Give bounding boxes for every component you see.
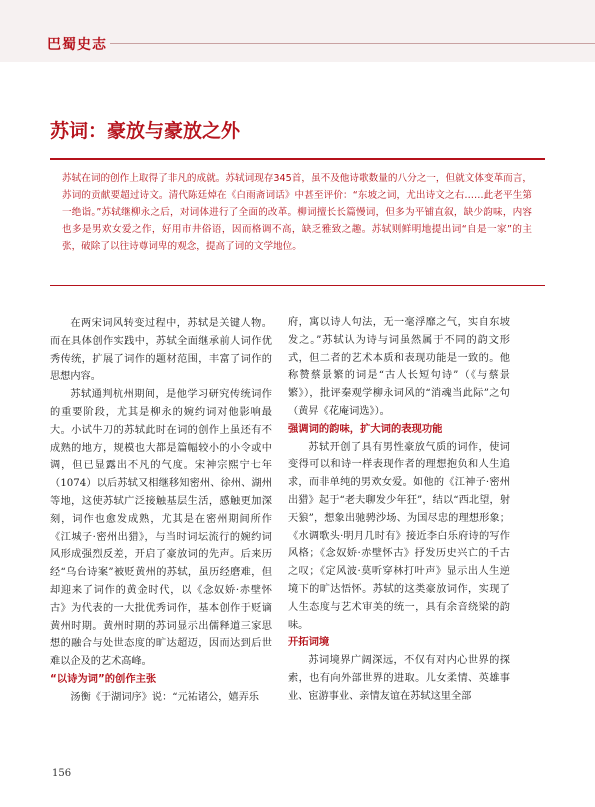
section-heading: 强调词的韵味，扩大词的表现功能 <box>288 422 443 435</box>
header-divider <box>110 43 595 44</box>
abstract-top-rule <box>50 158 545 160</box>
article-title: 苏词：豪放与豪放之外 <box>50 120 241 142</box>
section-heading: 开拓词境 <box>288 636 330 649</box>
left-column <box>50 315 272 707</box>
page-number: 156 <box>52 768 72 779</box>
paragraph: 府，寓以诗人句法，无一毫浮靡之气，实自东坡发之。”苏轼认为诗与词虽然属于不同的韵文形式，但二者的艺术本质和表现功能是一致的。他称赞蔡景繁的词是“古人长短句诗”（《与蔡景繁》），批评秦观学柳永词风的“消魂当此际”之句（黄昇《花庵词选》）。 <box>288 317 510 417</box>
paragraph: 苏轼通判杭州期间，是他学习研究传统词作的重要阶段，尤其是柳永的婉约词对他影响最大。小试牛刀的苏轼此时在词的创作上虽还有不成熟的地方，规模也大都是篇幅较小的小令或中调，但已显露出不凡的气度。宋神宗熙宁七年（1074）以后苏轼又相继移知密州、徐州、湖州等地，这使苏轼广泛接触基层生活，感触更加深刻，词作也愈发成熟，尤其是在密州期间所作《江城子·密州出猎》，与当时词坛流行的婉约词风形成强烈反差，开启了豪放词的先声。后来历经“乌台诗案”被贬黄州的苏轼，虽历经磨难，但却迎来了词作的黄金时代，以《念奴娇·赤壁怀古》为代表的一大批优秀词作，基本创作于贬谪黄州时期。黄州时期的苏词显示出儒释道三家思想的融合与处世态度的旷达超迈，因而达到后世难以企及的艺术高峰。 <box>50 389 272 668</box>
paragraph: 在两宋词风转变过程中，苏轼是关键人物。而在具体创作实践中，苏轼全面继承前人词作优秀传统，扩展了词作的题材范围，丰富了词作的思想内容。 <box>50 318 272 383</box>
brand-logo: 巴蜀史志 <box>47 37 107 53</box>
paragraph: 苏轼开创了具有男性豪放气质的词作，使词变得可以和诗一样表现作者的理想抱负和人生追求，而非单纯的男欢女爱。如他的《江神子·密州出猎》起于“老夫聊发少年狂”，结以“西北望，射天狼”，想象出驰骋沙场、为国尽忠的理想形象；《水调歌头·明月几时有》接近李白乐府诗的写作风格；《念奴娇·赤壁怀古》抒发历史兴亡的千古之叹；《定风波·莫听穿林打叶声》显示出人生逆境下的旷达悟怀。苏轼的这类豪放词作，实现了人生态度与艺术审美的统一，具有余音绕梁的韵味。 <box>288 441 510 631</box>
abstract-bottom-rule <box>50 285 545 286</box>
paragraph: 汤衡《于湖词序》说：“元祐诸公，嬉弄乐 <box>70 691 259 703</box>
right-column <box>288 314 510 706</box>
paragraph: 苏词境界广阔深远，不仅有对内心世界的探索，也有向外部世界的进取。儿女柔情、英雄事业、宦游事业、亲情友谊在苏轼这里全部 <box>288 655 510 702</box>
section-heading: “以诗为词”的创作主张 <box>50 672 157 685</box>
abstract-text: 苏轼在词的创作上取得了非凡的成就。苏轼词现存345首，虽不及他诗歌数量的八分之一，但就文体变革而言，苏词的贡献要超过诗文。清代陈廷焯在《白雨斋词话》中甚至评价：“东坡之词，尤出诗文之右……此老平生第一绝诣。”苏轼继柳永之后，对词体进行了全面的改革。柳词擅长长篇慢词，但多为平铺直叙，缺少韵味，内容也多是男欢女爱之作，好用市井俗语，因而格调不高，缺乏雅致之趣。苏轼则鲜明地提出词“自是一家”的主张，破除了以往诗尊词卑的观念，提高了词的文学地位。 <box>62 173 532 252</box>
